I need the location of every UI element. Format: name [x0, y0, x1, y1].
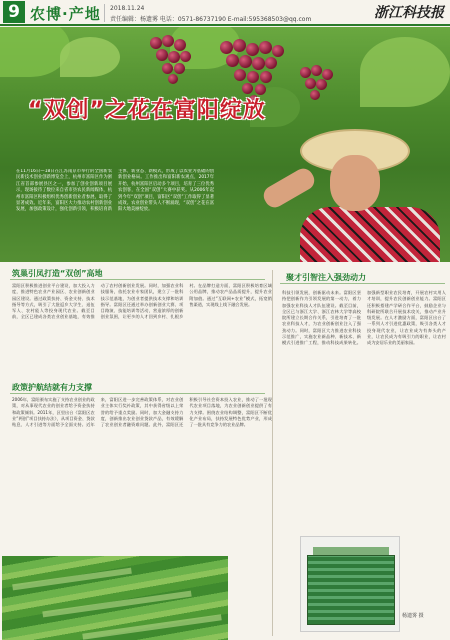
section-rule: [280, 283, 445, 284]
leaf-shape: [60, 37, 120, 77]
header-divider: [104, 4, 105, 22]
column-divider: [272, 270, 273, 636]
leaf-shape: [360, 37, 450, 107]
farm-photo: [2, 556, 228, 640]
section-body-2: 2006年，富阳颁布实施了支持农业创业的政策，对从事现代农业的创业者给予资金扶持和政策倾斜。2011年，区里出台《富阳区农业“两创”项目扶持办法》，从项目资金、贷款贴息、人才引进等方面给予全面支持。近年来，富阳区进一步完善政策体系，对农业创业主体实行奖补政策，其中获得省级以上荣誉的给予重点奖励。同时，加大金融支持力度，创新推出农业创业贷款产品，有效缓解了农业创业者融资难问题。此外，富阳区还积极引导社会资本投入农业，推动了一批现代农业项目落地，为农业创新创业提供了有力支撑。围绕农业结构调整，富阳区不断优化产业布局，扶持发展特色优势产业，形成了一批具有竞争力的农业品牌。: [12, 397, 272, 428]
farmer-arm: [260, 165, 318, 211]
section-title: 农博·产地: [30, 5, 101, 23]
section-heading-1: 筑巢引凤打造“双创”高地: [12, 269, 103, 278]
section-heading-3: 聚才引智注入强劲动力: [286, 273, 366, 282]
page-number: 9: [3, 1, 25, 23]
farmer-shirt: [300, 207, 440, 262]
hero-photo: [0, 27, 450, 262]
lead-paragraph: 在11月16日—18日在江苏南京市举行的全国新农民新技术创业创新博览会上，杭州市富阳区作为浙江省首部参展县区之一，参加了创业创新项目展示，现场接待了数位来自省市县农民新闻媒体，杭州市富阳区积极组织优秀创新创业者参展，取得了显著成效。近年来，富阳区大力推动农村创新创业发展，加强政策设计，强化创新引领，积极培育新主体、新业态、新模式，形成了以农业为基础的创新创业格局。工作推出和富阳新农观点，2017年开始，杭州富阳区启动多个项目，培育了三位优秀农创客，在全国“双创”大赛中获奖。从2006年起到今年“双创”项目，富阳区“双创”工作取得了显著成效。农业创业带头人不断涌现，“双创”之花在富阳大地美丽绽放。: [16, 169, 214, 213]
page-header: [0, 0, 450, 26]
section-rule: [10, 393, 265, 394]
building-photo: [300, 536, 400, 632]
section-heading-2: 政策护航结就有力支撑: [12, 383, 92, 392]
farmer-face: [330, 155, 380, 211]
issue-date: 2018.11.24: [110, 5, 145, 12]
article-headline: “双创”之花在富阳绽放: [28, 98, 266, 123]
newspaper-masthead: 浙江科技报: [374, 5, 444, 21]
section-rule: [10, 279, 265, 280]
section-body-3: 科技引领发展，创新驱动未来。富阳区坚持把创新作为引领发展的第一动力，着力加强农业科技人才队伍建设。截至目前，全区已与浙江大学、浙江农林大学等高校院所建立长期合作关系，引进培育了一批农业科技人才，为农业创新创业注入了强劲动力。同时，富阳区大力推进农业科技示范推广，实施农业新品种、新技术、新模式引进推广工程，推动科技成果转化。加强新型职业农民培育，开展农村实用人才培训，提升农民创新创业能力。富阳区还积极搭建产学研合作平台，鼓励企业与科研院所联合开展技术攻关，推动产业升级发展。在人才激励方面，富阳区出台了一系列人才引进优惠政策，吸引各类人才投身现代农业，让农业成为有奔头的产业，让农民成为有吸引力的职业，让农村成为安居乐业的美丽家园。: [282, 290, 446, 346]
photo-credit: 杨遗雾 摄: [402, 613, 424, 619]
section-body-1: 富阳区积极推进创业平台建设，加大投入力度，推进特色农业产业园区、农业创新创业园区建设。通过政策扶持、资金支持、技术指导等方式，吸引了大批返乡大学生、退伍军人、农村能人等投身现代农业。截至目前，全区已建成各类农业创业基地，有效推动了农村创新创业发展。同时，加强农业科技服务，依托农业专家团队，建立了一批科技示范基地，为创业者提供技术支撑和培训指导。富阳区还通过举办创新创业大赛、项目路演、技能培训等活动，营造浓厚的创新创业氛围，让更多的人才回到乡村、扎根乡村。在品牌打造方面，富阳区积极培育区域公用品牌，推动农产品品质提升，提升农业附加值。通过“互联网+农业”模式，拓宽销售渠道，实现线上线下融合发展。: [12, 283, 272, 320]
editor-contact: 责任编辑：杨遗雾 电话：0571-86737190 E-mail:595368503@qq.com: [110, 16, 312, 23]
